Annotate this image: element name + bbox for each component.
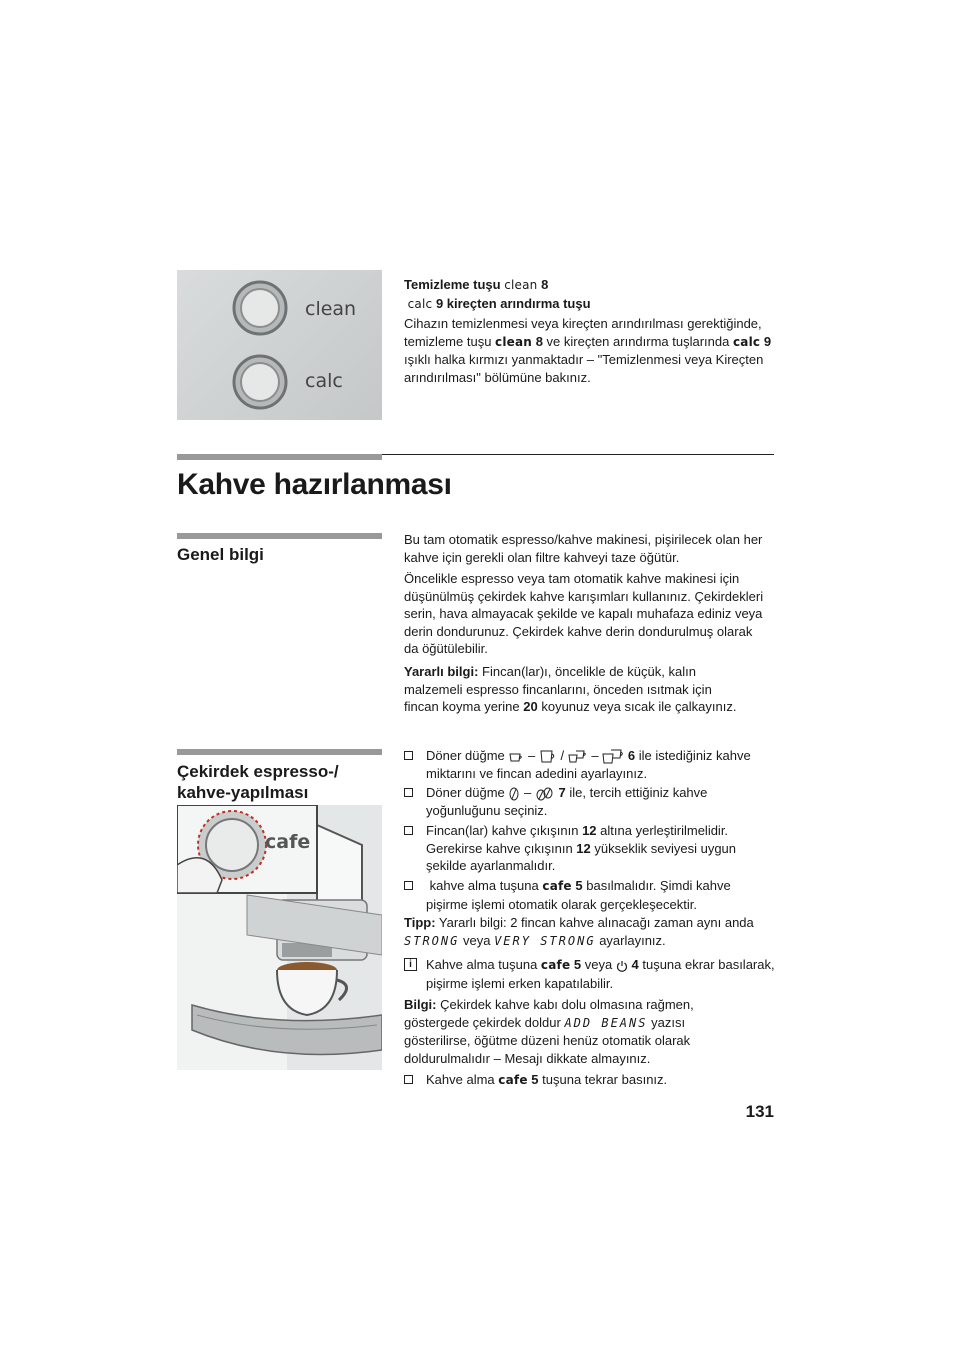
- clean-calc-buttons-illustration: [177, 270, 382, 420]
- calc-label: calc: [305, 370, 343, 392]
- cafe-label: cafe: [265, 831, 311, 853]
- intro-paragraph: Cihazın temizlenmesi veya kireçten arındırılması gerektiğinde, temizleme tuşu clean 8 ve kireçten arındırma tuşlarında calc 9 ışıklı halka kırmızı yanmaktadır – "Temizlenmesi veya Kireçten arındırılması" bölümüne bakınız.: [404, 316, 772, 385]
- genel-p1: Bu tam otomatik espresso/kahve makinesi, pişirilecek olan her kahve için gerekli olan filtre kahveyi taze öğütür.: [404, 532, 763, 565]
- genel-p2: Öncelikle espresso veya tam otomatik kahve makinesi için düşünülmüş çekirdek kahve karışımları kullanınız. Çekirdekleri serin, hava almayacak şekilde ve kapalı muhafaza ediniz veya derin dondurunuz. Çekirdek kahve derin dondurulmuş olarak da öğütülebilir.: [404, 571, 764, 656]
- tipp-note: Tipp: Yararlı bilgi: 2 fincan kahve alınacağı zaman aynı anda STRONG veya VERY STRONG ayarlayınız.: [404, 915, 754, 948]
- bilgi-note: Bilgi: Çekirdek kahve kabı dolu olmasına rağmen, göstergede çekirdek doldur ADD BEANS yazısı gösterilirse, öğütme düzeni henüz otomatik olarak doldurulmalıdır – Mesajı dikkate almayınız.: [404, 997, 694, 1066]
- intro-heading: Temizleme tuşu clean 8 calc 9 kireçten arındırma tuşu: [404, 277, 591, 311]
- checkbox-icon: [404, 788, 413, 797]
- title-bar: [177, 454, 382, 460]
- title-rule: [382, 454, 774, 455]
- cekirdek-heading: Çekirdek espresso-/ kahve-yapılması: [177, 762, 339, 802]
- info-icon: i: [404, 958, 417, 971]
- step-2: Döner düğme – 7 ile, tercih ettiğiniz kahve yoğunluğunu seçiniz.: [404, 784, 776, 819]
- checkbox-icon: [404, 1075, 413, 1084]
- bean-mild-icon: [508, 787, 520, 801]
- two-cups-large-icon: [602, 749, 624, 764]
- cup-small-icon: [508, 751, 524, 763]
- cup-large-icon: [539, 750, 557, 764]
- page-number: 131: [745, 1102, 774, 1121]
- genel-bar: [177, 533, 382, 539]
- page-title: Kahve hazırlanması: [177, 468, 452, 501]
- coffee-machine-photo: [177, 805, 382, 1070]
- cekirdek-bar: [177, 749, 382, 755]
- bean-strong-icon: [535, 787, 555, 801]
- step-3: Fincan(lar) kahve çıkışının 12 altına yerleştirilmelidir. Gerekirse kahve çıkışının 12 yükseklik seviyesi uygun şekilde ayarlanmalıdır.: [404, 822, 776, 875]
- power-icon: [616, 960, 628, 972]
- genel-p3: Yararlı bilgi: Fincan(lar)ı, öncelikle de küçük, kalın malzemeli espresso fincanlarını, önceden ısıtmak için fincan koyma yerine 20 koyunuz veya sıcak ile çalkayınız.: [404, 664, 737, 714]
- checkbox-icon: [404, 751, 413, 760]
- clean-calc-photo: [177, 270, 382, 420]
- genel-heading: Genel bilgi: [177, 545, 264, 564]
- info-note: i Kahve alma tuşuna cafe 5 veya 4 tuşuna ekrar basılarak, pişirme işlemi erken kapatılabilir.: [404, 956, 776, 992]
- step-4: kahve alma tuşuna cafe 5 basılmalıdır. Şimdi kahve pişirme işlemi otomatik olarak gerçekleşecektir.: [404, 877, 776, 913]
- step-1: Döner düğme – / – 6 ile istediğiniz kahve miktarını ve fincan adedini ayarlayınız.: [404, 747, 776, 782]
- step-5: Kahve alma cafe 5 tuşuna tekrar basınız.: [404, 1071, 776, 1090]
- checkbox-icon: [404, 881, 413, 890]
- checkbox-icon: [404, 826, 413, 835]
- two-cups-small-icon: [568, 750, 588, 764]
- clean-label: clean: [305, 298, 357, 320]
